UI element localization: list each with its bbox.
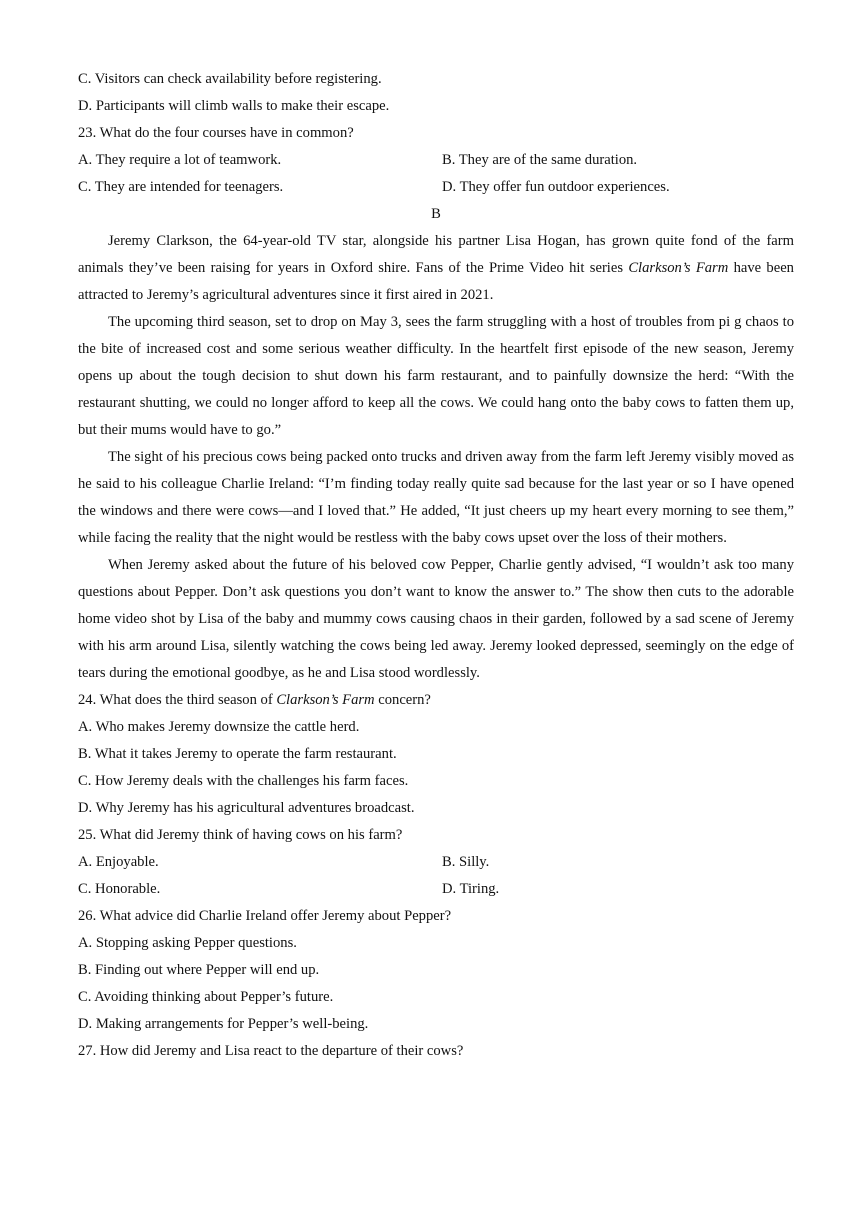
p1-text-after: have been attracted to Jeremy’s agricultural adventures since it first aired in 2021.	[78, 260, 794, 303]
q26-option-b: B. Finding out where Pepper will end up.	[78, 962, 320, 978]
q25-options-row-2	[78, 876, 794, 903]
q26-option-c: C. Avoiding thinking about Pepper’s future.	[78, 989, 334, 1005]
q26-stem: 26. What advice did Charlie Ireland offer Jeremy about Pepper?	[78, 908, 452, 924]
exam-page	[78, 66, 794, 1065]
q26-option-a: A. Stopping asking Pepper questions.	[78, 935, 297, 951]
q25-option-c: C. Honorable.	[78, 881, 161, 897]
q23-option-a: A. They require a lot of teamwork.	[78, 152, 282, 168]
q24-stem-after: concern?	[374, 692, 431, 708]
q23-option-c: C. They are intended for teenagers.	[78, 179, 284, 195]
q23-option-b: B. They are of the same duration.	[442, 152, 638, 168]
q23-options-row-1	[78, 147, 794, 174]
q24-option-c: C. How Jeremy deals with the challenges his farm faces.	[78, 773, 409, 789]
passage-paragraph-4: When Jeremy asked about the future of his beloved cow Pepper, Charlie gently advised, “I wouldn’t ask too many questions about Pepper. Don’t ask questions you don’t want to know the answer to.” The show then cuts to the adorable home video shot by Lisa of the baby and mummy cows causing chaos in their garden, followed by a sad scene of Jeremy with his arm around Lisa, silently watching the cows being led away. Jeremy looked depressed, seemingly on the edge of tears during the emotional goodbye, as he and Lisa stood wordlessly.	[78, 557, 794, 681]
q24-option-d: D. Why Jeremy has his agricultural adventures broadcast.	[78, 800, 415, 816]
q23-stem: 23. What do the four courses have in common?	[78, 125, 354, 141]
q22-option-d: D. Participants will climb walls to make their escape.	[78, 98, 390, 114]
q22-option-c: C. Visitors can check availability before registering.	[78, 71, 382, 87]
passage-paragraph-3: The sight of his precious cows being packed onto trucks and driven away from the farm left Jeremy visibly moved as he said to his colleague Charlie Ireland: “I’m finding today really quite sad because for the last year or so I have opened the windows and there were cows—and I loved that.” He added, “It just cheers up my heart every morning to see them,” while facing the reality that the night would be restless with the baby cows upset over the loss of their mothers.	[78, 449, 794, 546]
q23-option-d: D. They offer fun outdoor experiences.	[442, 179, 670, 195]
q25-option-d: D. Tiring.	[442, 881, 500, 897]
p1-text-before: Jeremy Clarkson, the 64-year-old TV star, alongside his partner Lisa Hogan, has grown quite fond of the farm animals they’ve been raising for years in Oxford shire. Fans of the Prime Video hit series	[78, 233, 794, 276]
q25-option-a: A. Enjoyable.	[78, 854, 159, 870]
q23-options-row-2	[78, 174, 794, 201]
q26-option-d: D. Making arrangements for Pepper’s well-being.	[78, 1016, 369, 1032]
q25-option-b: B. Silly.	[442, 854, 490, 870]
q25-options-row-1	[78, 849, 794, 876]
q24-option-b: B. What it takes Jeremy to operate the farm restaurant.	[78, 746, 397, 762]
q24-stem-before: 24. What does the third season of	[78, 692, 277, 708]
show-title: Clarkson’s Farm	[628, 260, 729, 276]
q24-show-title: Clarkson’s Farm	[276, 692, 375, 708]
q24-option-a: A. Who makes Jeremy downsize the cattle herd.	[78, 719, 360, 735]
q27-stem: 27. How did Jeremy and Lisa react to the departure of their cows?	[78, 1043, 464, 1059]
passage-paragraph-2: The upcoming third season, set to drop on May 3, sees the farm struggling with a host of troubles from pi g chaos to the bite of increased cost and some serious weather difficulty. In the heartfelt first episode of the new season, Jeremy opens up about the tough decision to shut down his farm restaurant, and to painfully downsize the herd: “With the restaurant shutting, we could no longer afford to keep all the cows. We could hang onto the baby cows to fatten them up, but their mums would have to go.”	[78, 314, 794, 438]
section-label: B	[431, 206, 441, 222]
q25-stem: 25. What did Jeremy think of having cows on his farm?	[78, 827, 403, 843]
q24-stem	[78, 687, 794, 714]
passage-paragraph-1	[78, 228, 794, 309]
